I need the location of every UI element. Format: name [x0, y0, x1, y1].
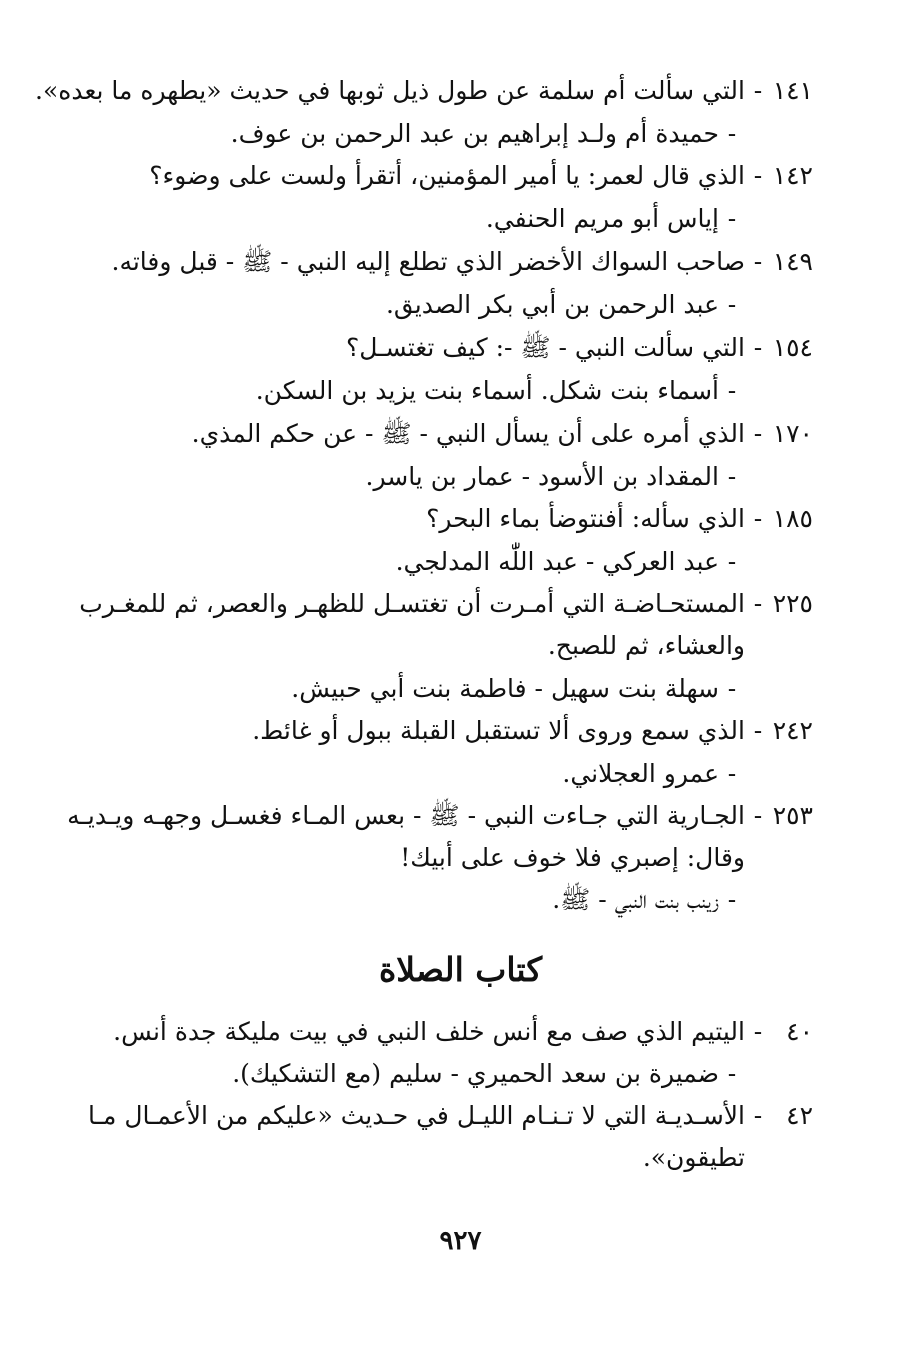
page-number: ٩٢٧: [439, 1226, 482, 1256]
entry-text: وقال: إصبري فلا خوف على أبيك!: [400, 843, 745, 872]
entry-number: ١٤٩: [772, 247, 813, 276]
answer-text: عبد العركي - عبد اللّٰه المدلجي.: [395, 547, 719, 576]
answer-text: المقداد بن الأسود - عمار بن ياسر.: [365, 462, 719, 491]
entry-question: ١٧٠-الذي أمره على أن يسأل النبي - ﷺ - عن حكم المذي.: [191, 419, 813, 448]
entry-answer: -زينب بنت النبي - ﷺ.: [552, 885, 737, 914]
entry-text: الذي سمع وروى ألا تستقبل القبلة ببول أو غائط.: [252, 716, 745, 745]
entry-number: ١٨٥: [772, 504, 813, 533]
entry-continuation: [108, 1142, 813, 1174]
entry-answer: -سهلة بنت سهيل - فاطمة بنت أبي حبيش.: [291, 674, 737, 703]
entry-text: المستحـاضـة التي أمـرت أن تغتسـل للظهـر والعصر، ثم للمغـرب: [79, 589, 745, 618]
answer-text: أسماء بنت شكل. أسماء بنت يزيد بن السكن.: [255, 376, 719, 405]
entry-text: الذي سأله: أفنتوضأ بماء البحر؟: [426, 504, 745, 533]
entry-text: اليتيم الذي صف مع أنس خلف النبي في بيت مليكة جدة أنس.: [113, 1017, 745, 1046]
entry-question: ١٤٩-صاحب السواك الأخضر الذي تطلع إليه النبي - ﷺ - قبل وفاته.: [111, 247, 813, 276]
entry-number: ٢٢٥: [772, 589, 813, 618]
entry-text: الذي أمره على أن يسأل النبي - ﷺ - عن حكم المذي.: [191, 419, 745, 448]
entry-number: ١٥٤: [772, 333, 813, 362]
entry-number: ٢٤٢: [772, 716, 813, 745]
entry-question: ٤٢-الأسـديـة التي لا تـنـام الليـل في حـديث «عليكم من الأعمـال مـا: [88, 1101, 813, 1130]
entry-answer: -ضميرة بن سعد الحميري - سليم (مع التشكيك).: [232, 1059, 737, 1088]
entry-text: والعشاء، ثم للصبح.: [547, 631, 745, 660]
entry-number: ٤٠: [786, 1017, 813, 1046]
entry-question: ٤٠-اليتيم الذي صف مع أنس خلف النبي في بيت مليكة جدة أنس.: [113, 1017, 813, 1046]
entry-continuation: [108, 842, 813, 874]
entry-answer: -عبد الرحمن بن أبي بكر الصديق.: [385, 290, 737, 319]
answer-text: زينب بنت النبي - ﷺ.: [552, 885, 719, 914]
answer-text: عبد الرحمن بن أبي بكر الصديق.: [385, 290, 719, 319]
entry-question: ١٨٥-الذي سأله: أفنتوضأ بماء البحر؟: [426, 504, 813, 533]
entry-number: ١٤٢: [772, 161, 813, 190]
entry-answer: -إياس أبو مريم الحنفي.: [485, 204, 737, 233]
entry-number: ١٧٠: [772, 419, 813, 448]
entry-continuation: [108, 630, 813, 662]
entry-answer: -عمرو العجلاني.: [562, 759, 737, 788]
answer-text: عمرو العجلاني.: [562, 759, 719, 788]
entry-question: ١٤١-التي سألت أم سلمة عن طول ذيل ثوبها في حديث «يطهره ما بعده».: [35, 76, 813, 105]
entry-answer: -عبد العركي - عبد اللّٰه المدلجي.: [395, 547, 737, 576]
section-title: كتاب الصلاة: [378, 950, 543, 989]
answer-text: إياس أبو مريم الحنفي.: [485, 204, 719, 233]
entry-text: الأسـديـة التي لا تـنـام الليـل في حـديث «عليكم من الأعمـال مـا: [88, 1101, 745, 1130]
entry-text: تطيقون».: [642, 1143, 745, 1172]
entry-question: ١٤٢-الذي قال لعمر: يا أمير المؤمنين، أتقرأ ولست على وضوء؟: [149, 161, 813, 190]
entry-text: الذي قال لعمر: يا أمير المؤمنين، أتقرأ ولست على وضوء؟: [149, 161, 745, 190]
answer-text: سهلة بنت سهيل - فاطمة بنت أبي حبيش.: [291, 674, 719, 703]
entry-text: صاحب السواك الأخضر الذي تطلع إليه النبي - ﷺ - قبل وفاته.: [111, 247, 745, 276]
entry-number: ١٤١: [772, 76, 813, 105]
entry-question: ٢٥٣-الجـارية التي جـاءت النبي - ﷺ - بعس المـاء فغسـل وجهـه ويـديـه: [67, 801, 813, 830]
entry-answer: -أسماء بنت شكل. أسماء بنت يزيد بن السكن.: [255, 376, 737, 405]
answer-text: ضميرة بن سعد الحميري - سليم (مع التشكيك).: [232, 1059, 719, 1088]
entry-number: ٢٥٣: [772, 801, 813, 830]
entry-text: التي سألت أم سلمة عن طول ذيل ثوبها في حديث «يطهره ما بعده».: [35, 76, 745, 105]
entry-question: ٢٢٥-المستحـاضـة التي أمـرت أن تغتسـل للظهـر والعصر، ثم للمغـرب: [79, 589, 813, 618]
entry-text: التي سألت النبي - ﷺ -: كيف تغتسـل؟: [345, 333, 745, 362]
entry-text: الجـارية التي جـاءت النبي - ﷺ - بعس المـاء فغسـل وجهـه ويـديـه: [67, 801, 745, 830]
entry-answer: -المقداد بن الأسود - عمار بن ياسر.: [365, 462, 737, 491]
entry-question: ٢٤٢-الذي سمع وروى ألا تستقبل القبلة ببول أو غائط.: [252, 716, 813, 745]
answer-text: حميدة أم ولـد إبراهيم بن عبد الرحمن بن عوف.: [230, 119, 719, 148]
entry-answer: -حميدة أم ولـد إبراهيم بن عبد الرحمن بن عوف.: [230, 119, 737, 148]
entry-number: ٤٢: [786, 1101, 813, 1130]
entry-question: ١٥٤-التي سألت النبي - ﷺ -: كيف تغتسـل؟: [345, 333, 813, 362]
